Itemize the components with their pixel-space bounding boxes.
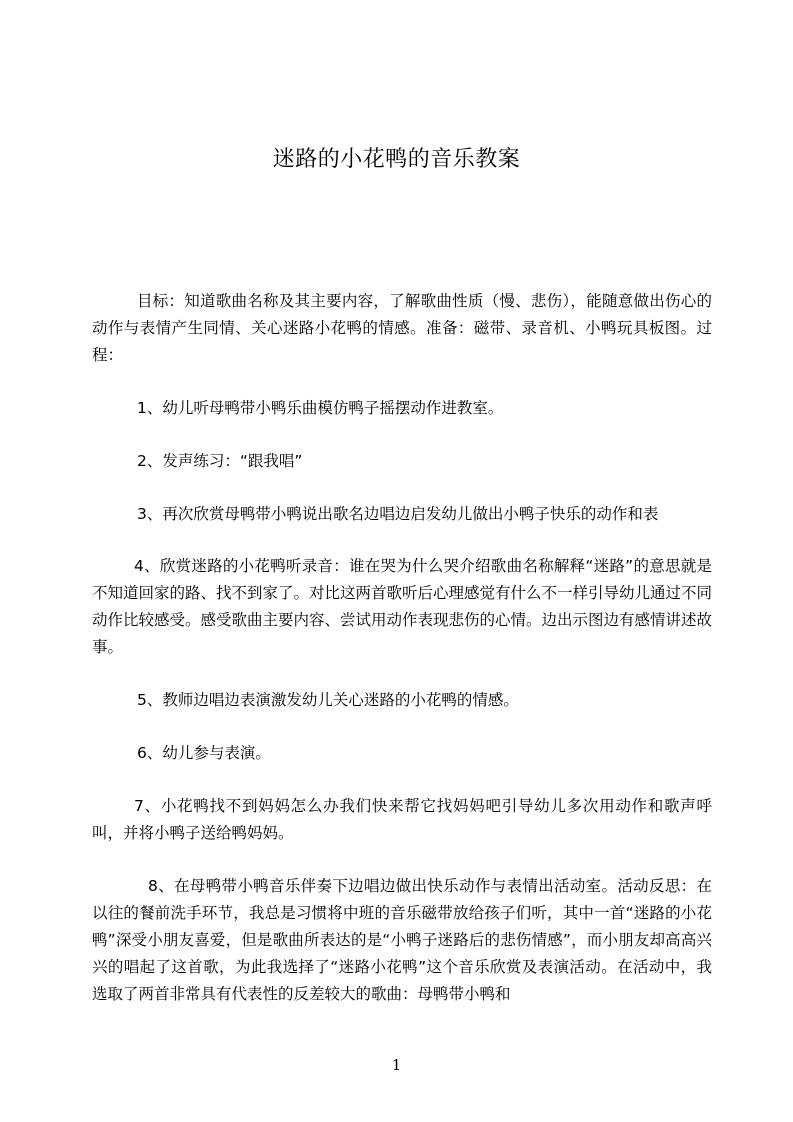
paragraph-step-3: 3、再次欣赏母鸭带小鸭说出歌名边唱边启发幼儿做出小鸭子快乐的动作和表 <box>137 505 659 523</box>
paragraph-step-2: 2、发声练习：“跟我唱” <box>137 452 303 470</box>
paragraph-step-4: 4、欣赏迷路的小花鸭听录音：谁在哭为什么哭介绍歌曲名称解释“迷路”的意思就是不知道回家的路、找不到家了。对比这两首歌听后心理感觉有什么不一样引导幼儿通过不同动作比较感受。感受歌曲主要内容、尝试用动作表现悲伤的心情。边出示图边有感情讲述故事。 <box>92 557 713 656</box>
document-title: 迷路的小花鸭的音乐教案 <box>272 147 521 172</box>
paragraph-step-5: 5、教师边唱边表演激发幼儿关心迷路的小花鸭的情感。 <box>137 691 519 709</box>
paragraph-step-6: 6、幼儿参与表演。 <box>137 744 271 762</box>
paragraph-goals: 目标：知道歌曲名称及其主要内容，了解歌曲性质（慢、悲伤），能随意做出伤心的动作与表情产生同情、关心迷路小花鸭的情感。准备：磁带、录音机、小鸭玩具板图。过程： <box>92 292 712 364</box>
page-number: 1 <box>391 1056 402 1074</box>
paragraph-step-8-reflection: 8、在母鸭带小鸭音乐伴奏下边唱边做出快乐动作与表情出活动室。活动反思：在以往的餐前洗手环节，我总是习惯将中班的音乐磁带放给孩子们听，其中一首“迷路的小花鸭”深受小朋友喜爱，但是歌曲所表达的是“小鸭子迷路后的悲伤情感”，而小朋友却高高兴兴的唱起了这首歌，为此我选择了“迷路小花鸭”这个音乐欣赏及表演活动。在活动中，我选取了两首非常具有代表性的反差较大的歌曲：母鸭带小鸭和 <box>92 877 712 1003</box>
paragraph-step-7: 7、小花鸭找不到妈妈怎么办我们快来帮它找妈妈吧引导幼儿多次用动作和歌声呼叫，并将小鸭子送给鸭妈妈。 <box>92 797 712 842</box>
paragraph-step-1: 1、幼儿听母鸭带小鸭乐曲模仿鸭子摇摆动作进教室。 <box>137 399 504 417</box>
